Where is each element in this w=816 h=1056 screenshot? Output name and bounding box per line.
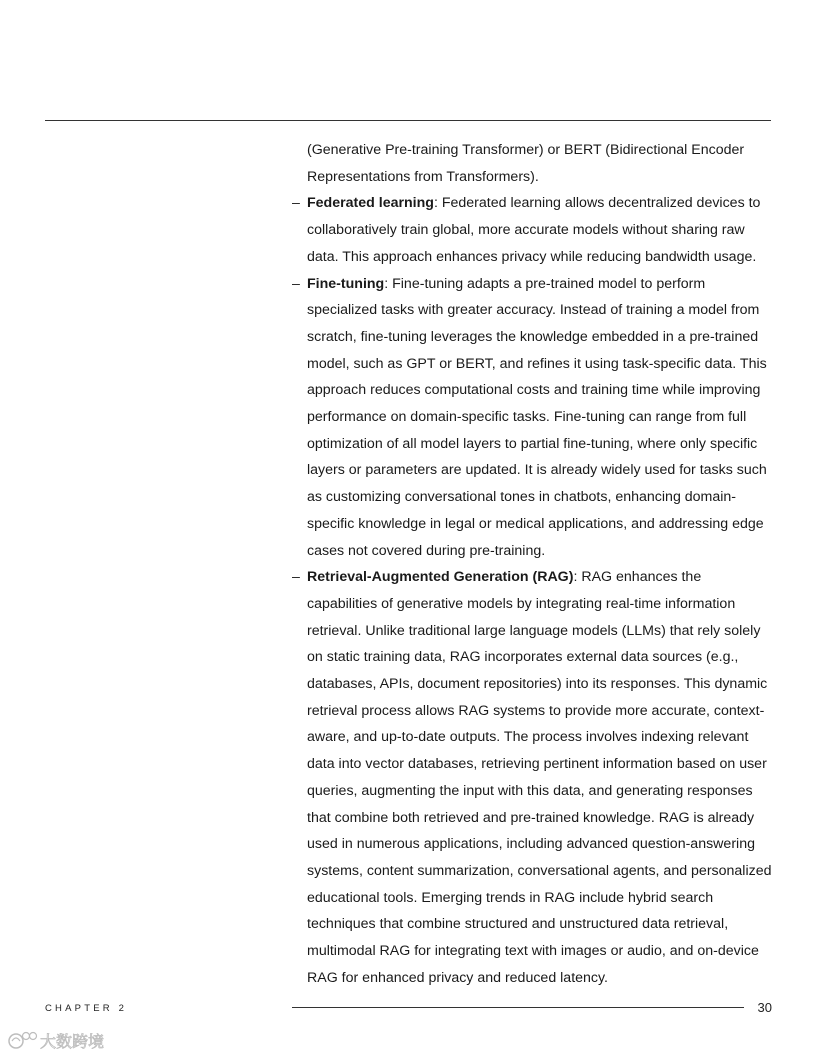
list-item-fine-tuning <box>292 271 775 565</box>
definition-federated-learning: : Federated learning allows decentralized devices to collaboratively train global, more accurate models without sharing raw data. This approach enhances privacy while reducing bandwidth usage. <box>307 195 761 265</box>
page-number: 30 <box>757 1000 772 1015</box>
term-rag: Retrieval-Augmented Generation (RAG) <box>307 569 574 586</box>
footer-rule <box>292 1007 744 1008</box>
list-item-rag <box>292 564 775 991</box>
term-fine-tuning: Fine-tuning <box>307 275 385 292</box>
header-rule <box>45 120 771 121</box>
dash-bullet: – <box>292 275 300 292</box>
body-text <box>292 137 775 992</box>
definition-rag: : RAG enhances the capabilities of generative models by integrating real-time information retrieval. Unlike traditional large language models (LLMs) that rely solely on static training data, RAG incorporates external data sources (e.g., databases, APIs, document repositories) into its responses. This dynamic retrieval process allows RAG systems to provide more accurate, context-aware, and up-to-date outputs. The process involves indexing relevant data into vector databases, retrieving pertinent information based on user queries, augmenting the input with this data, and generating responses that combine both retrieved and pre-trained knowledge. RAG is already used in numerous applications, including advanced question-answering systems, content summarization, conversational agents, and personalized educational tools. Emerging trends in RAG include hybrid search techniques that combine structured and unstructured data retrieval, multimodal RAG for integrating text with images or audio, and on-device RAG for enhanced privacy and reduced latency. <box>307 569 772 986</box>
svg-text:大数跨境: 大数跨境 <box>40 1032 105 1051</box>
dash-bullet: – <box>292 569 300 586</box>
chapter-label: CHAPTER 2 <box>45 1003 128 1014</box>
continuation-paragraph: (Generative Pre-training Transformer) or BERT (Bidirectional Encoder Representations from Transformers). <box>307 142 745 185</box>
dash-bullet: – <box>292 195 300 212</box>
definition-fine-tuning: : Fine-tuning adapts a pre-trained model to perform specialized tasks with greater accuracy. Instead of training a model from scratch, fine-tuning leverages the knowledge embedded in a pre-trained model, such as GPT or BERT, and refines it using task-specific data. This approach reduces computational costs and training time while improving performance on domain-specific tasks. Fine-tuning can range from full optimization of all model layers to partial fine-tuning, where only specific layers or parameters are updated. It is already widely used for tasks such as customizing conversational tones in chatbots, enhancing domain-specific knowledge in legal or medical applications, and addressing edge cases not covered during pre-training. <box>307 275 767 559</box>
watermark-logo-icon <box>6 1028 114 1052</box>
list-item-federated-learning <box>292 190 775 270</box>
term-federated-learning: Federated learning <box>307 195 434 212</box>
